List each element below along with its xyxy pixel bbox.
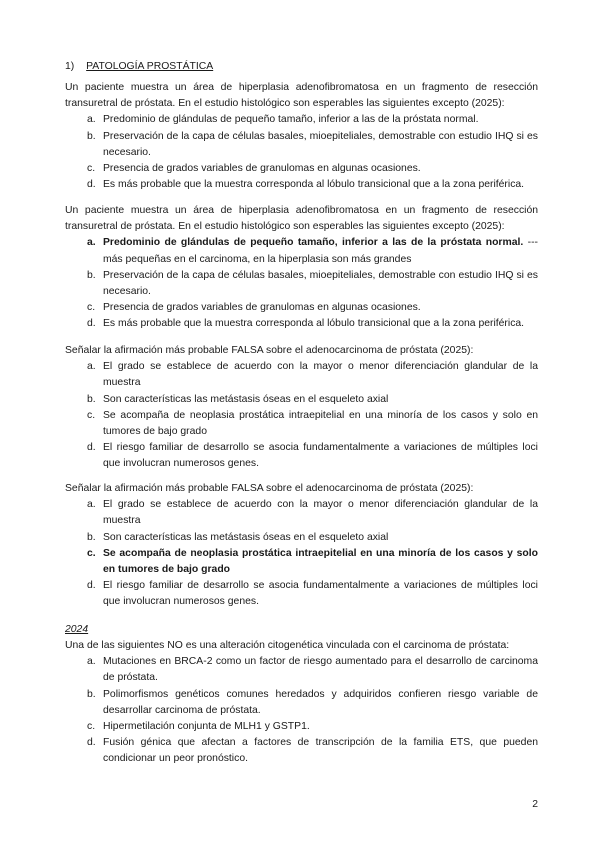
question-stem: Un paciente muestra un área de hiperplasia adenofibromatosa en un fragmento de resección transuretral de próstata. En el estudio histológico son esperables las siguientes excepto (2025):	[65, 205, 538, 233]
option-letter: a.	[87, 656, 96, 668]
option-text: Preservación de la capa de células basales, mioepiteliales, demostrable con estudio IHQ si es necesario.	[103, 269, 538, 298]
option-item	[65, 392, 538, 408]
option-letter: a.	[87, 361, 96, 373]
option-item	[65, 497, 538, 529]
section-heading	[65, 59, 213, 74]
option-list	[65, 497, 538, 610]
option-text: Son características las metástasis óseas en el esqueleto axial	[103, 531, 389, 543]
option-text: Se acompaña de neoplasia prostática intraepitelial en una minoría de los casos y solo en tumores de bajo grado	[103, 547, 538, 576]
option-letter: d.	[87, 737, 96, 749]
option-text: El riesgo familiar de desarrollo se asocia fundamentalmente a variaciones de múltiples loci que involucran numerosos genes.	[103, 580, 538, 608]
question-block	[65, 638, 538, 768]
option-letter: c.	[87, 547, 96, 559]
option-text: Predominio de glándulas de pequeño tamaño, inferior a las de la próstata normal.	[103, 237, 524, 249]
option-item	[65, 316, 538, 332]
option-text: El riesgo familiar de desarrollo se asocia fundamentalmente a variaciones de múltiples loci que involucran numerosos genes.	[103, 442, 538, 470]
option-item	[65, 719, 538, 735]
question-block	[65, 203, 538, 333]
option-letter: d.	[87, 318, 96, 330]
option-note: --- más pequeñas en el carcinoma, en la hiperplasia son más grandes	[103, 237, 538, 265]
option-item	[65, 300, 538, 316]
question-stem: Un paciente muestra un área de hiperplasia adenofibromatosa en un fragmento de resección transuretral de próstata. En el estudio histológico son esperables las siguientes excepto (2025):	[65, 82, 538, 110]
option-list	[65, 654, 538, 767]
option-item	[65, 359, 538, 391]
option-item	[65, 530, 538, 546]
option-letter: b.	[87, 531, 96, 543]
option-text: Fusión génica que afectan a factores de transcripción de la familia ETS, que pueden condicionar un peor pronóstico.	[103, 737, 538, 765]
option-text: Preservación de la capa de células basales, mioepiteliales, demostrable con estudio IHQ si es necesario.	[103, 130, 538, 158]
option-list	[65, 359, 538, 472]
option-item	[65, 268, 538, 300]
page-number: 2	[532, 799, 538, 810]
option-list	[65, 112, 538, 193]
option-letter: d.	[87, 179, 96, 191]
option-item	[65, 161, 538, 177]
question-stem: Una de las siguientes NO es una alteración citogenética vinculada con el carcinoma de próstata:	[65, 640, 510, 651]
option-text: Es más probable que la muestra corresponda al lóbulo transicional que a la zona periférica.	[103, 318, 525, 330]
option-item	[65, 440, 538, 472]
option-item	[65, 129, 538, 161]
option-item	[65, 112, 538, 128]
option-list	[65, 235, 538, 332]
option-item	[65, 735, 538, 767]
question-block	[65, 343, 538, 473]
question-stem: Señalar la afirmación más probable FALSA sobre el adenocarcinoma de próstata (2025):	[65, 345, 474, 356]
section-number: 1)	[65, 61, 75, 72]
option-text: El grado se establece de acuerdo con la mayor o menor diferenciación glandular de la muestra	[103, 499, 538, 527]
question-block	[65, 481, 538, 611]
option-letter: b.	[87, 688, 96, 700]
option-letter: d.	[87, 442, 96, 454]
year-heading: 2024	[65, 624, 89, 635]
option-text: Predominio de glándulas de pequeño tamaño, inferior a las de la próstata normal.	[103, 114, 479, 126]
option-item-correct	[65, 235, 538, 267]
option-text: Mutaciones en BRCA-2 como un factor de riesgo aumentado para el desarrollo de carcinoma de próstata.	[103, 656, 538, 684]
option-item	[65, 654, 538, 686]
option-text: Presencia de grados variables de granulomas en algunas ocasiones.	[103, 302, 421, 314]
option-letter: a.	[87, 237, 96, 249]
option-letter: d.	[87, 580, 96, 592]
option-letter: c.	[87, 409, 96, 421]
option-item	[65, 578, 538, 610]
option-item	[65, 177, 538, 193]
question-stem: Señalar la afirmación más probable FALSA sobre el adenocarcinoma de próstata (2025):	[65, 483, 474, 494]
option-text: Polimorfismos genéticos comunes heredados y adquiridos confieren riesgo variable de desarrollar carcinoma de próstata.	[103, 688, 538, 716]
option-item	[65, 408, 538, 440]
option-item	[65, 687, 538, 719]
option-letter: c.	[87, 721, 96, 733]
option-letter: a.	[87, 499, 96, 511]
option-text: Son características las metástasis óseas en el esqueleto axial	[103, 393, 389, 405]
option-letter: b.	[87, 130, 96, 142]
option-text: Se acompaña de neoplasia prostática intraepitelial en una minoría de los casos y solo en tumores de bajo grado	[103, 409, 538, 438]
option-item-correct	[65, 546, 538, 578]
section-title: PATOLOGÍA PROSTÁTICA	[86, 61, 214, 72]
option-letter: b.	[87, 393, 96, 405]
option-text: El grado se establece de acuerdo con la mayor o menor diferenciación glandular de la muestra	[103, 361, 538, 389]
option-text: Hipermetilación conjunta de MLH1 y GSTP1.	[103, 721, 310, 733]
option-letter: c.	[87, 302, 96, 314]
option-letter: a.	[87, 114, 96, 126]
option-letter: c.	[87, 163, 96, 175]
option-text: Es más probable que la muestra corresponda al lóbulo transicional que a la zona periférica.	[103, 179, 525, 191]
question-block	[65, 80, 538, 193]
option-text: Presencia de grados variables de granulomas en algunas ocasiones.	[103, 163, 421, 175]
option-letter: b.	[87, 269, 96, 281]
